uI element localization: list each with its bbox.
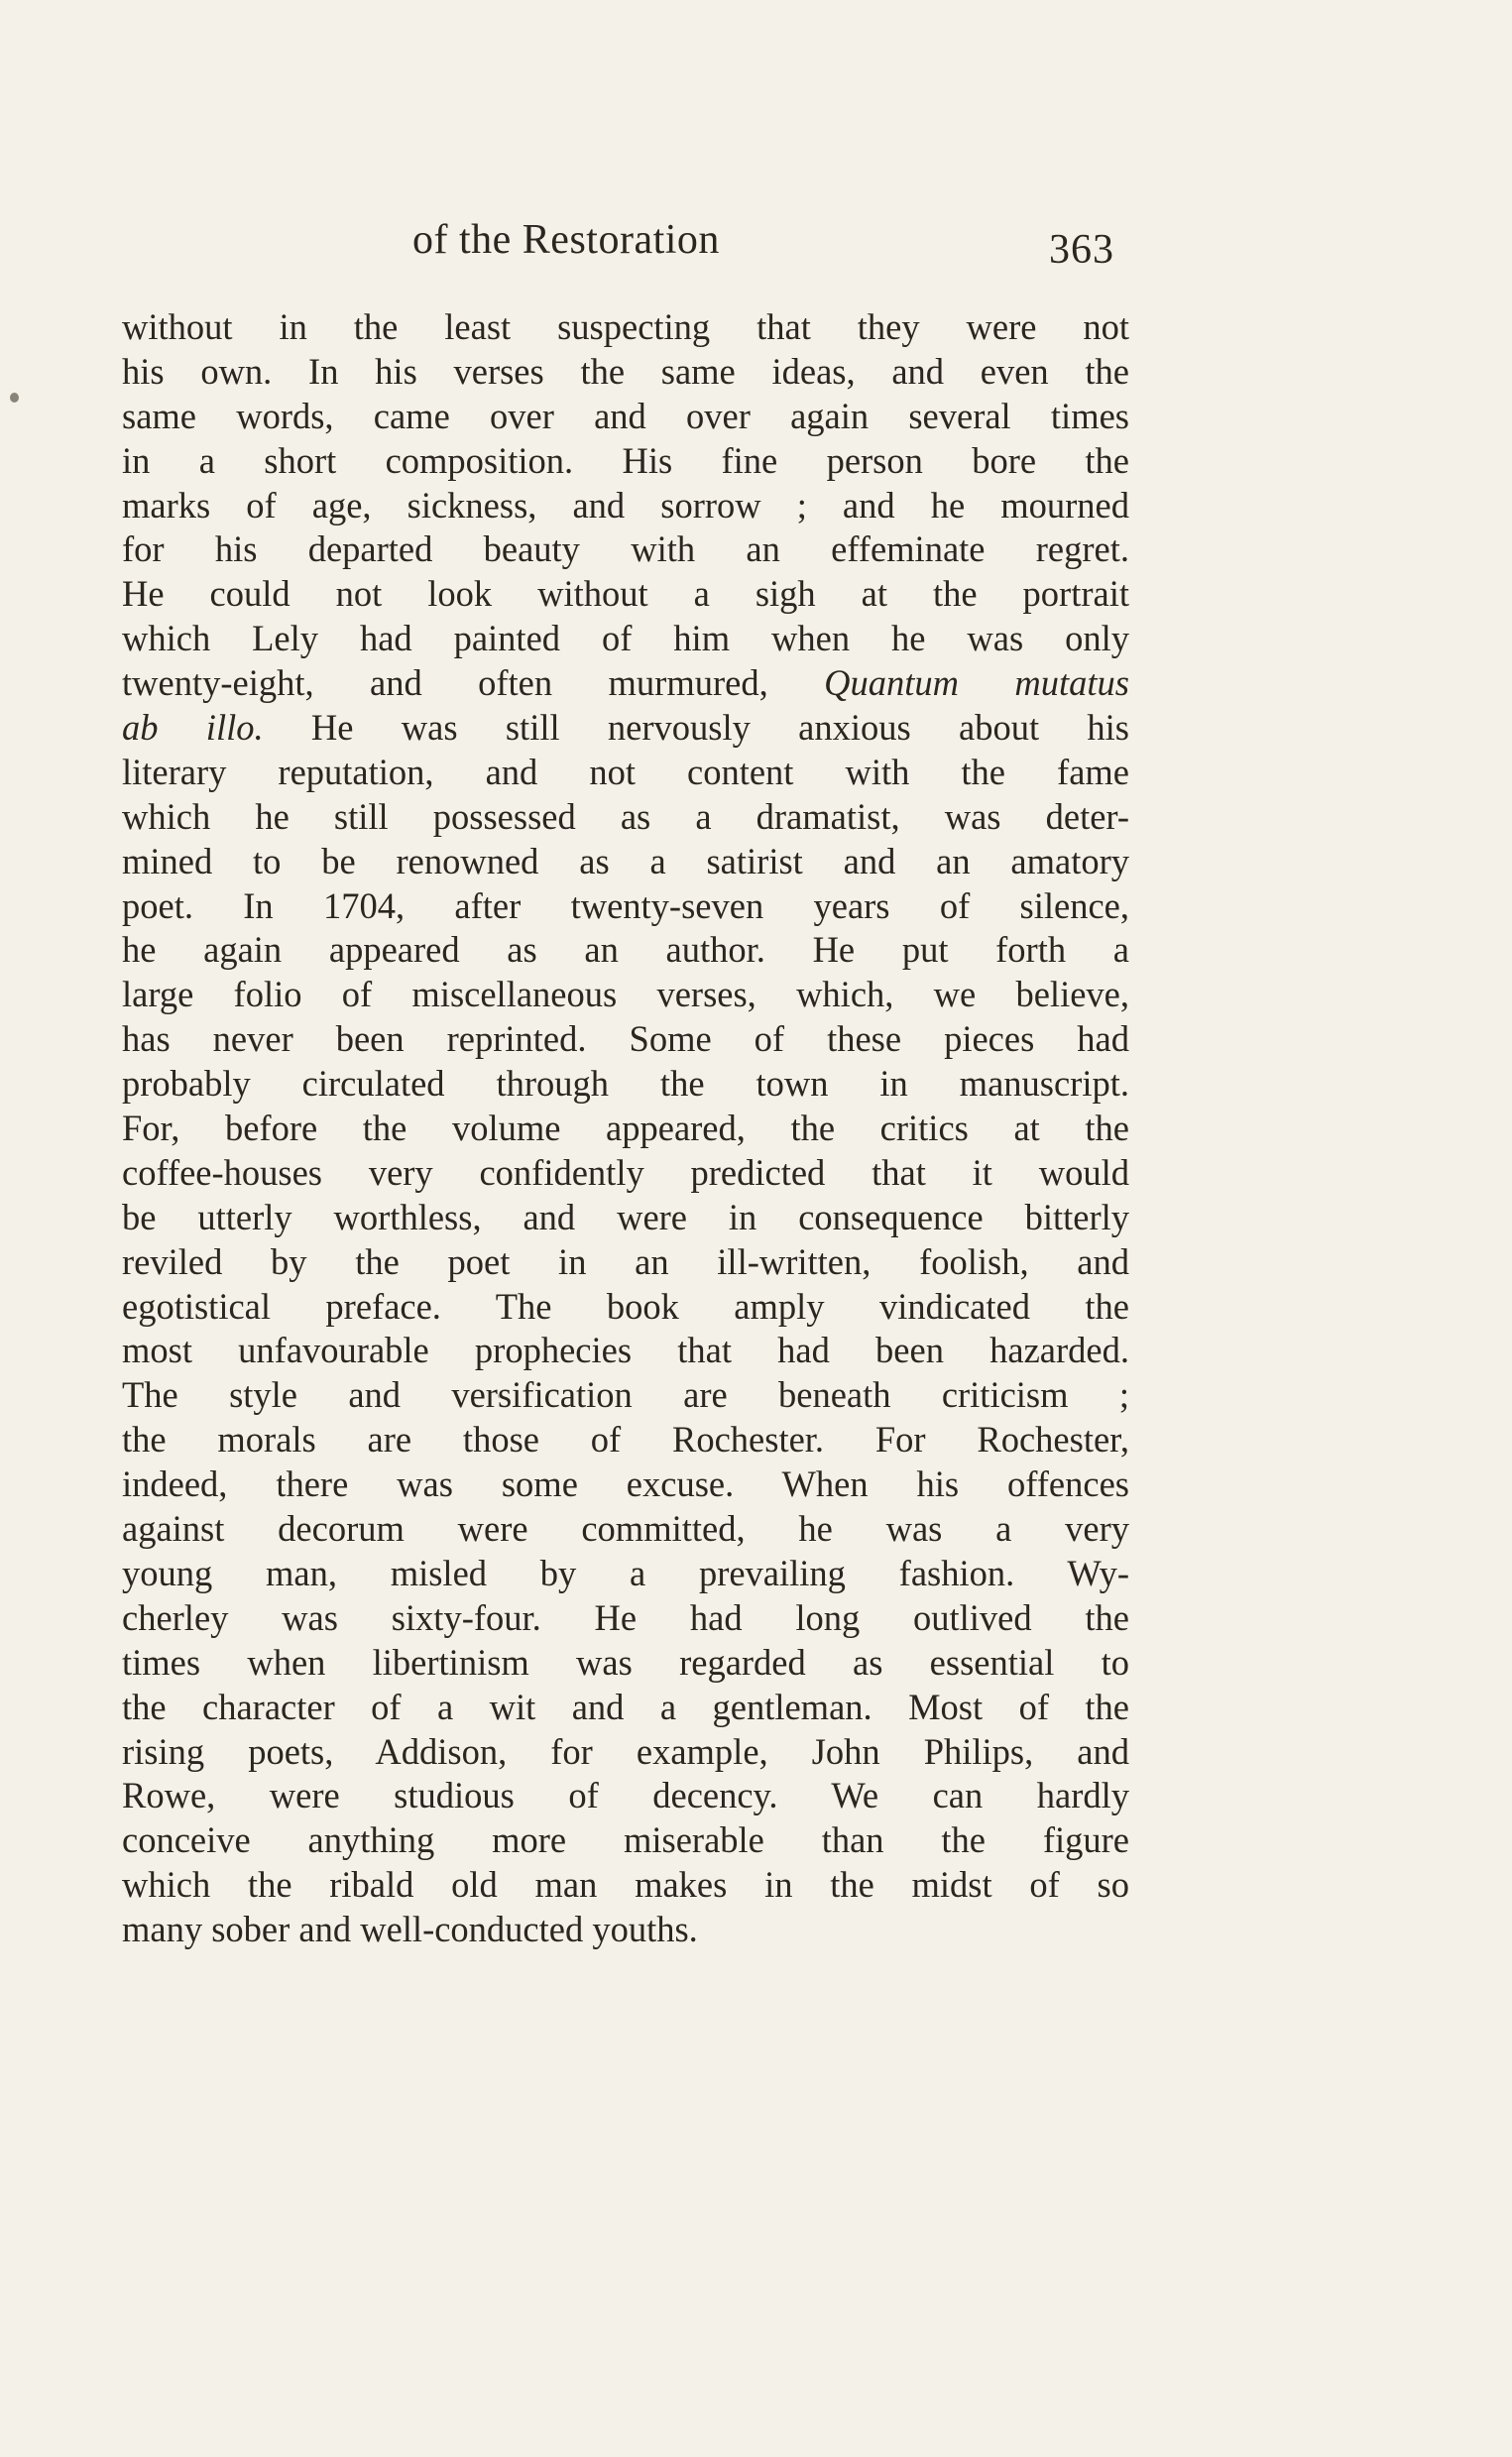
text-line: conceive anything more miserable than the figure — [122, 1819, 1129, 1861]
text-line: For, before the volume appeared, the critics at the — [122, 1108, 1129, 1149]
text-line: most unfavourable prophecies that had been hazarded. — [122, 1330, 1129, 1371]
text-line: be utterly worthless, and were in consequence bitterly — [122, 1196, 1129, 1237]
text-line: Rowe, were studious of decency. We can hardly — [122, 1775, 1129, 1816]
text-line: which the ribald old man makes in the midst of so — [122, 1864, 1129, 1906]
text-line: against decorum were committed, he was a very — [122, 1508, 1129, 1550]
text-line: marks of age, sickness, and sorrow ; and he mourned — [122, 484, 1129, 526]
text-line: egotistical preface. The book amply vindicated the — [122, 1285, 1129, 1327]
text-line: same words, came over and over again several times — [122, 395, 1129, 436]
latin-quotation-end: ab illo. — [122, 707, 264, 749]
text-line: times when libertinism was regarded as essential to — [122, 1641, 1129, 1683]
text-line: reviled by the poet in an ill-written, foolish, and — [122, 1240, 1129, 1282]
text-line: the morals are those of Rochester. For Rochester, — [122, 1419, 1129, 1461]
text-line: large folio of miscellaneous verses, which, we believe, — [122, 974, 1129, 1015]
text-line: He could not look without a sigh at the portrait — [122, 573, 1129, 615]
text-line: young man, misled by a prevailing fashion. Wy- — [122, 1552, 1129, 1593]
body-text — [122, 305, 1129, 1952]
text-line: probably circulated through the town in manuscript. — [122, 1063, 1129, 1105]
text-line: in a short composition. His fine person bore the — [122, 439, 1129, 481]
text-line: which Lely had painted of him when he was only — [122, 618, 1129, 659]
page-number: 363 — [1049, 227, 1114, 273]
print-speck — [10, 393, 19, 403]
text-line: many sober and well-conducted youths. — [122, 1909, 698, 1950]
text-line: coffee-houses very confidently predicted that it would — [122, 1151, 1129, 1193]
text-line: without in the least suspecting that they were not — [122, 306, 1129, 347]
text-line: mined to be renowned as a satirist and an amatory — [122, 840, 1129, 881]
text-line: ab illo. He was still nervously anxious about his — [122, 707, 1129, 749]
text-line: cherley was sixty-four. He had long outlived the — [122, 1596, 1129, 1638]
text-line: has never been reprinted. Some of these pieces had — [122, 1018, 1129, 1060]
text-line: the character of a wit and a gentleman. Most of the — [122, 1686, 1129, 1727]
text-line: poet. In 1704, after twenty-seven years of silence, — [122, 884, 1129, 926]
text-line: for his departed beauty with an effeminate regret. — [122, 528, 1129, 570]
text-line: indeed, there was some excuse. When his offences — [122, 1463, 1129, 1505]
text-line: his own. In his verses the same ideas, and even the — [122, 350, 1129, 392]
latin-quotation: Quantum mutatus — [824, 662, 1129, 704]
text-line: he again appeared as an author. He put forth a — [122, 929, 1129, 971]
running-title: of the Restoration — [412, 217, 720, 263]
text-line: literary reputation, and not content with the fame — [122, 751, 1129, 792]
text-line: The style and versification are beneath criticism ; — [122, 1374, 1129, 1416]
text-line: twenty-eight, and often murmured, Quantum mutatus — [122, 662, 1129, 704]
text-line: rising poets, Addison, for example, John Philips, and — [122, 1730, 1129, 1772]
running-head — [0, 216, 1512, 276]
text-line: which he still possessed as a dramatist, was deter- — [122, 795, 1129, 837]
